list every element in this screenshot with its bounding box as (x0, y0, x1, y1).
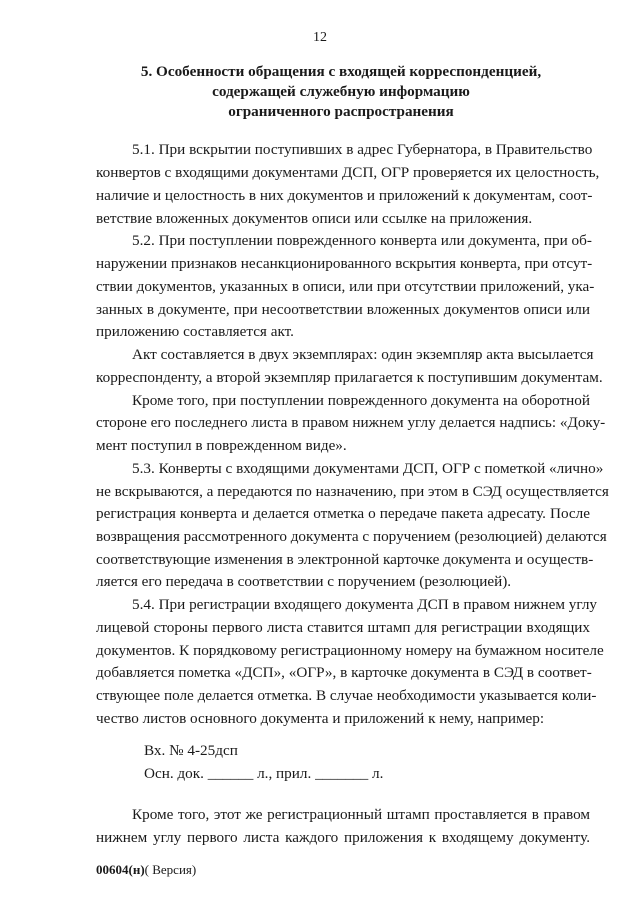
paragraph-line: Акт составляется в двух экземплярах: один экземпляр акта высылается (132, 346, 594, 363)
paragraph-line: мент поступил в поврежденном виде». (96, 437, 347, 454)
example-line: Вх. № 4-25дсп (144, 742, 238, 759)
section-heading (96, 62, 586, 122)
paragraph-line: ветствие вложенных документов описи или ссылке на приложения. (96, 210, 533, 227)
heading-line: ограниченного распространения (228, 103, 454, 120)
paragraph-line: наружении признаков несанкционированного вскрытия конверта, при отсут- (96, 255, 593, 272)
paragraph-line: Кроме того, этот же регистрационный штамп проставляется в правом (132, 806, 590, 823)
paragraph-line: не вскрываются, а передаются по назначению, при этом в СЭД осуществляется (96, 483, 609, 500)
paragraph-line: чество листов основного документа и приложений к нему, например: (96, 710, 545, 727)
paragraph-line: лицевой стороны первого листа ставится штамп для регистрации входящих (96, 619, 590, 636)
paragraph-line: приложению составляется акт. (96, 323, 294, 340)
paragraph-line: ляется его передача в соответствии с поручением (резолюцией). (96, 573, 512, 590)
heading-line: содержащей служебную информацию (212, 83, 470, 100)
paragraph-line: конвертов с входящими документами ДСП, ОГР проверяется их целостность, (96, 164, 600, 181)
paragraph-line: наличие и целостность в них документов и приложений к документам, соот- (96, 187, 593, 204)
paragraph-line: стороне его последнего листа в правом нижнем углу делается надпись: «Доку- (96, 414, 606, 431)
paragraph-line: возвращения рассмотренного документа с поручением (резолюцией) делаются (96, 528, 607, 545)
paragraph-line: соответствующие изменения в электронной карточке документа и осуществ- (96, 551, 594, 568)
document-code: 00604(н) (96, 862, 145, 877)
paragraph-line: Кроме того, при поступлении поврежденного документа на оборотной (132, 392, 590, 409)
paragraph-line: 5.1. При вскрытии поступивших в адрес Губернатора, в Правительство (132, 141, 593, 158)
heading-line: 5. Особенности обращения с входящей корреспонденцией, (140, 63, 542, 80)
paragraph-line: 5.3. Конверты с входящими документами ДСП, ОГР с пометкой «лично» (132, 460, 604, 477)
paragraph-line: нижнем углу первого листа каждого приложения к входящему документу. (96, 829, 590, 846)
paragraph-line: занных в документе, при несоответствии вложенных документов описи или (96, 301, 590, 318)
document-version: ( Версия) (144, 862, 197, 877)
example-line: Осн. док. ______ л., прил. _______ л. (144, 765, 384, 782)
paragraph-line: документов. К порядковому регистрационному номеру на бумажном носителе (96, 642, 604, 659)
paragraph-line: ствии документов, указанных в описи, или при отсутствии приложений, ука- (96, 278, 595, 295)
paragraph-line: ствующее поле делается отметка. В случае необходимости указывается коли- (96, 687, 597, 704)
page-number: 12 (313, 30, 327, 45)
paragraph-line: 5.2. При поступлении поврежденного конверта или документа, при об- (132, 232, 592, 249)
document-footer (96, 862, 196, 878)
paragraph-line: 5.4. При регистрации входящего документа ДСП в правом нижнем углу (132, 596, 597, 613)
paragraph-line: регистрация конверта и делается отметка о передаче пакета адресату. После (96, 505, 590, 522)
paragraph-line: добавляется пометка «ДСП», «ОГР», в карточке документа в СЭД в соответ- (96, 664, 592, 681)
paragraph-line: корреспонденту, а второй экземпляр прилагается к поступившим документам. (96, 369, 603, 386)
